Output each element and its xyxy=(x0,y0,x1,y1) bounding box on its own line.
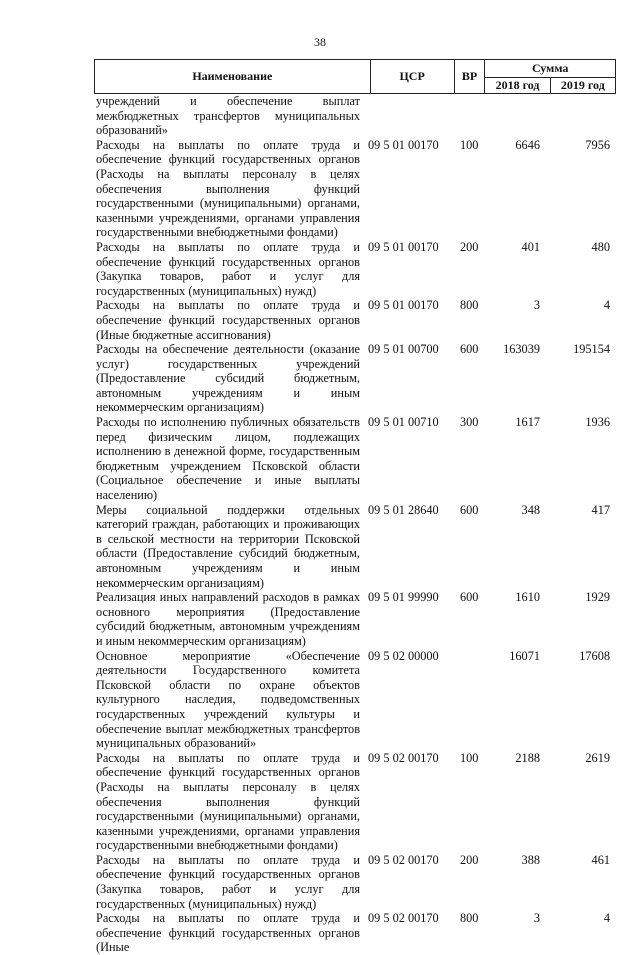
row-sum-2018: 401 xyxy=(521,239,540,254)
row-sum-2019: 7956 xyxy=(585,137,610,152)
row-csr: 09 5 01 00700 xyxy=(368,342,439,357)
table-row xyxy=(96,503,616,591)
row-name: Расходы по исполнению публичных обязательств перед физическим лицом, подлежащих исполнению в денежной форме, государственным бюджетным учреждением Псковской области (Социальное обеспечение и иные выплаты населению) xyxy=(96,415,360,503)
row-csr: 09 5 01 00170 xyxy=(368,298,439,313)
table-header xyxy=(94,59,616,94)
row-name: Расходы на выплаты по оплате труда и обеспечение функций государственных органов (Расходы на выплаты персоналу в целях обеспечения выполнения функций государственными (муниципальными) органами, казенными учреждениями, органами управления государственными внебюджетными фондами) xyxy=(96,750,360,853)
row-name: Меры социальной поддержки отдельных категорий граждан, работающих и проживающих в сельской местности на территории Псковской области (Предоставление субсидий бюджетным, автономным учреждениям и иным некоммерческим организациям) xyxy=(96,502,360,590)
row-name: Расходы на выплаты по оплате труда и обеспечение функций государственных органов (Расходы на выплаты персоналу в целях обеспечения выполнения функций государственными (муниципальными) органами, казенными учреждениями, органами управления государственными внебюджетными фондами) xyxy=(96,137,360,240)
row-vr: 600 xyxy=(460,342,479,357)
row-vr: 100 xyxy=(460,137,479,152)
header-year-2018: 2018 год xyxy=(485,78,550,94)
table-row xyxy=(96,751,616,853)
row-vr: 200 xyxy=(460,852,479,867)
row-csr: 09 5 01 99990 xyxy=(368,590,439,605)
row-name: Расходы на обеспечение деятельности (оказание услуг) государственных учреждений (Предоставление субсидий бюджетным, автономным учреждениям и иным некоммерческим организациям) xyxy=(96,342,360,415)
header-csr: ЦСР xyxy=(370,60,454,94)
row-name: Расходы на выплаты по оплате труда и обеспечение функций государственных органов (Иные бюджетные ассигнования) xyxy=(96,298,360,342)
row-sum-2019: 1929 xyxy=(585,590,610,605)
row-vr: 100 xyxy=(460,750,479,765)
table-row xyxy=(96,911,616,955)
row-sum-2019: 4 xyxy=(603,298,610,313)
row-name: Расходы на выплаты по оплате труда и обеспечение функций государственных органов (Иные xyxy=(96,911,360,955)
row-sum-2018: 3 xyxy=(533,911,540,926)
table-row xyxy=(96,342,616,415)
row-csr: 09 5 01 00170 xyxy=(368,137,439,152)
row-sum-2019: 195154 xyxy=(573,342,610,357)
row-csr: 09 5 01 28640 xyxy=(368,502,439,517)
row-vr: 300 xyxy=(460,415,479,430)
row-sum-2019: 461 xyxy=(591,852,610,867)
table-row xyxy=(96,240,616,298)
row-sum-2018: 16071 xyxy=(509,648,540,663)
table-row xyxy=(96,590,616,648)
row-sum-2018: 6646 xyxy=(515,137,540,152)
row-sum-2018: 163039 xyxy=(503,342,540,357)
row-vr: 200 xyxy=(460,239,479,254)
page-number: 38 xyxy=(314,35,326,49)
row-sum-2018: 388 xyxy=(521,852,540,867)
row-csr: 09 5 02 00170 xyxy=(368,750,439,765)
row-name: Реализация иных направлений расходов в рамках основного мероприятия (Предоставление субсидий бюджетным, автономным учреждениям и иным некоммерческим организациям) xyxy=(96,590,360,648)
table-row xyxy=(96,298,616,342)
row-name: учреждений и обеспечение выплат межбюджетных трансфертов муниципальных образований» xyxy=(96,94,360,138)
header-year-2019: 2019 год xyxy=(550,78,615,94)
table-row xyxy=(96,94,616,138)
row-csr: 09 5 01 00170 xyxy=(368,239,439,254)
row-sum-2019: 1936 xyxy=(585,415,610,430)
header-sum: Сумма xyxy=(485,60,616,78)
row-vr: 800 xyxy=(460,911,479,926)
row-csr: 09 5 02 00170 xyxy=(368,911,439,926)
row-sum-2019: 4 xyxy=(603,911,610,926)
row-sum-2018: 1610 xyxy=(515,590,540,605)
table-row xyxy=(96,649,616,751)
row-vr: 600 xyxy=(460,502,479,517)
row-sum-2018: 2188 xyxy=(515,750,540,765)
row-sum-2018: 1617 xyxy=(515,415,540,430)
row-csr: 09 5 01 00710 xyxy=(368,415,439,430)
row-sum-2019: 17608 xyxy=(579,648,610,663)
row-sum-2019: 480 xyxy=(591,239,610,254)
table-row xyxy=(96,415,616,503)
row-name: Основное мероприятие «Обеспечение деятельности Государственного комитета Псковской области по охране объектов культурного наследия, подведомственных государственных учреждений культуры и обеспечение выплат межбюджетных трансфертов муниципальных образований» xyxy=(96,648,360,751)
row-sum-2019: 417 xyxy=(591,502,610,517)
table-body xyxy=(96,94,616,955)
table-row xyxy=(96,853,616,911)
table-row xyxy=(96,138,616,240)
row-csr: 09 5 02 00000 xyxy=(368,648,439,663)
row-sum-2018: 348 xyxy=(521,502,540,517)
header-name: Наименование xyxy=(95,60,371,94)
row-vr: 600 xyxy=(460,590,479,605)
row-name: Расходы на выплаты по оплате труда и обеспечение функций государственных органов (Закупка товаров, работ и услуг для государственных (муниципальных) нужд) xyxy=(96,239,360,298)
row-sum-2019: 2619 xyxy=(585,750,610,765)
row-sum-2018: 3 xyxy=(533,298,540,313)
row-name: Расходы на выплаты по оплате труда и обеспечение функций государственных органов (Закупка товаров, работ и услуг для государственных (муниципальных) нужд) xyxy=(96,852,360,911)
row-csr: 09 5 02 00170 xyxy=(368,852,439,867)
header-vr: ВР xyxy=(454,60,485,94)
row-vr: 800 xyxy=(460,298,479,313)
